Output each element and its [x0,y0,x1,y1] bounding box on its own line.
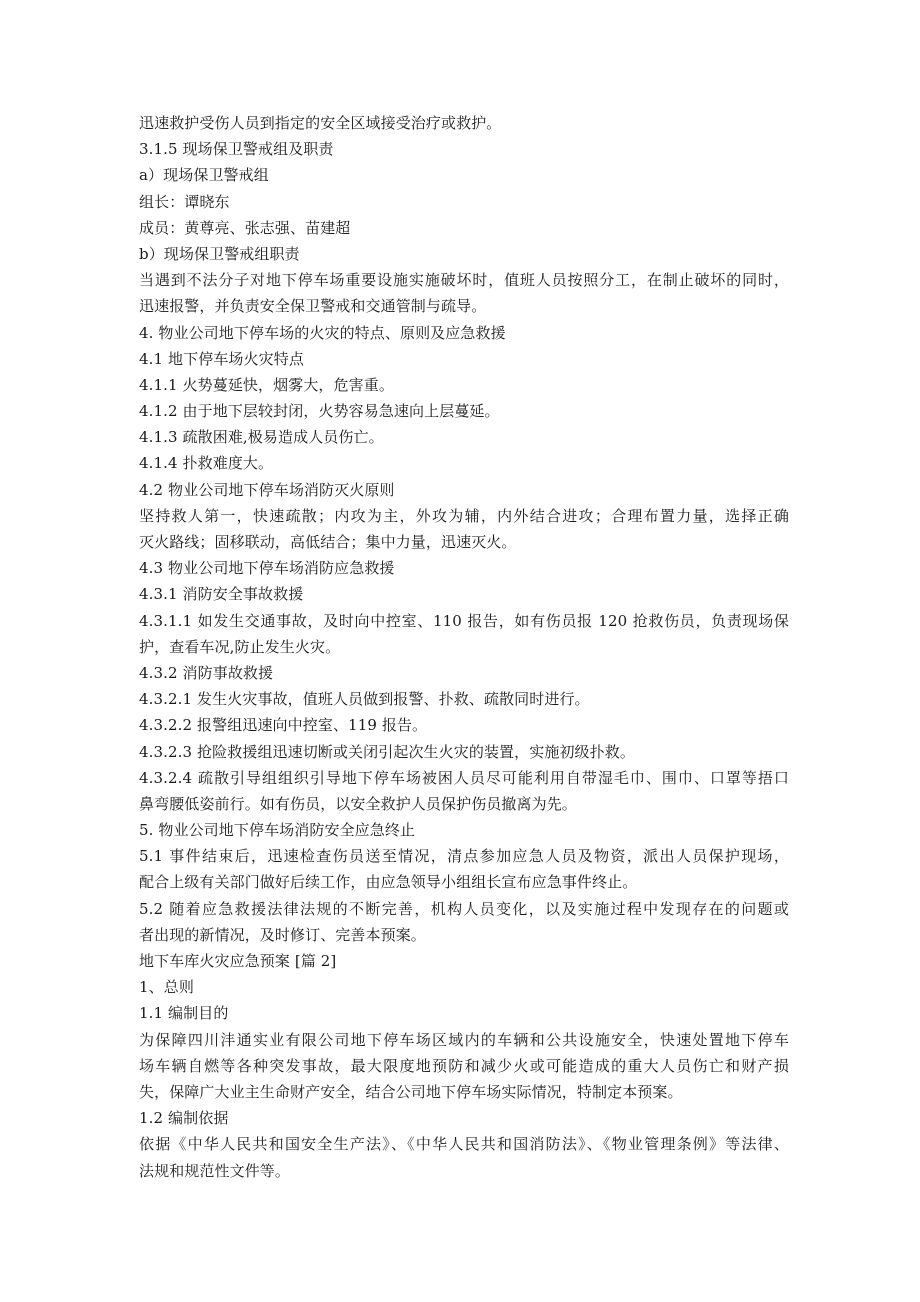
text-line: 灭火路线；固移联动，高低结合；集中力量，迅速灭火。 [139,533,517,551]
text-line: 4.3.1.1 如发生交通事故，及时向中控室、110 报告，如有伤员报 120 抢救伤员，负责现场保 [139,611,789,630]
text-line: 4.3 物业公司地下停车场消防应急救援 [139,559,395,578]
text-line: 迅速救护受伤人员到指定的安全区域接受治疗或救护。 [139,114,502,132]
text-line: 地下车库火灾应急预案 [篇 2] [139,952,337,970]
text-line: 5.1 事件结束后，迅速检查伤员送至情况，清点参加应急人员及物资，派出人员保护现场， [139,847,789,866]
text-line: 4.1.2 由于地下层较封闭，火势容易急速向上层蔓延。 [139,402,500,421]
text-line: 坚持救人第一，快速疏散；内攻为主，外攻为辅，内外结合进攻；合理布置力量，选择正确 [139,506,789,525]
text-line: 当遇到不法分子对地下停车场重要设施实施破坏时，值班人员按照分工，在制止破坏的同时， [139,271,789,290]
text-line: 1.2 编制依据 [139,1109,229,1128]
text-line: 4.3.2 消防事故救援 [139,663,274,682]
text-line: 5. 物业公司地下停车场消防安全应急终止 [139,821,416,840]
text-line: 迅速报警，并负责安全保卫警戒和交通管制与疏导。 [139,297,487,316]
document-body [139,110,789,1184]
text-line: 失，保障广大业主生命财产安全，结合公司地下停车场实际情况，特制定本预案。 [139,1082,683,1101]
text-line: 依据《中华人民共和国安全生产法》、《中华人民共和国消防法》、《物业管理条例》等法律、 [139,1135,789,1154]
text-line: 成员：黄尊亮、张志强、苗建超 [139,218,351,237]
text-line: 5.2 随着应急救援法律法规的不断完善，机构人员变化，以及实施过程中发现存在的问题或 [139,899,789,918]
text-line: 4.3.2.4 疏散引导组组织引导地下停车场被困人员尽可能利用自带湿毛巾、围巾、口罩等捂口 [139,768,789,787]
text-line: 4.1.3 疏散困难,极易造成人员伤亡。 [139,428,384,447]
text-line: 4.3.2.3 抢险救援组迅速切断或关闭引起次生火灾的装置，实施初级扑救。 [139,742,635,761]
text-line: 4.3.2.2 报警组迅速向中控室、119 报告。 [139,716,428,735]
text-line: 4.3.1 消防安全事故救援 [139,585,304,604]
text-line: b）现场保卫警戒组职责 [139,244,300,263]
text-line: 4.2 物业公司地下停车场消防灭火原则 [139,480,395,499]
text-line: 配合上级有关部门做好后续工作，由应急领导小组组长宣布应急事件终止。 [139,873,638,892]
text-line: 者出现的新情况，及时修订、完善本预案。 [139,925,426,944]
text-line: 为保障四川沣通实业有限公司地下停车场区域内的车辆和公共设施安全，快速处置地下停车 [139,1030,789,1049]
text-line: a）现场保卫警戒组 [139,166,269,185]
text-line: 组长：谭晓东 [139,192,230,211]
text-line: 鼻弯腰低姿前行。如有伤员，以安全救护人员保护伤员撤离为先。 [139,794,577,813]
text-line: 1.1 编制目的 [139,1004,229,1023]
text-line: 3.1.5 现场保卫警戒组及职责 [139,140,334,159]
text-line: 场车辆自燃等各种突发事故，最大限度地预防和减少火或可能造成的重大人员伤亡和财产损 [139,1056,789,1075]
text-line: 4. 物业公司地下停车场的火灾的特点、原则及应急救援 [139,323,506,342]
text-line: 4.1.1 火势蔓延快，烟雾大，危害重。 [139,375,394,394]
text-line: 4.1.4 扑救难度大。 [139,454,274,473]
text-line: 法规和规范性文件等。 [139,1161,291,1180]
text-line: 1、总则 [139,978,194,997]
text-line: 护，查看车况,防止发生火灾。 [139,637,341,656]
text-line: 4.3.2.1 发生火灾事故，值班人员做到报警、扑救、疏散同时进行。 [139,690,590,709]
text-line: 4.1 地下停车场火灾特点 [139,349,304,368]
